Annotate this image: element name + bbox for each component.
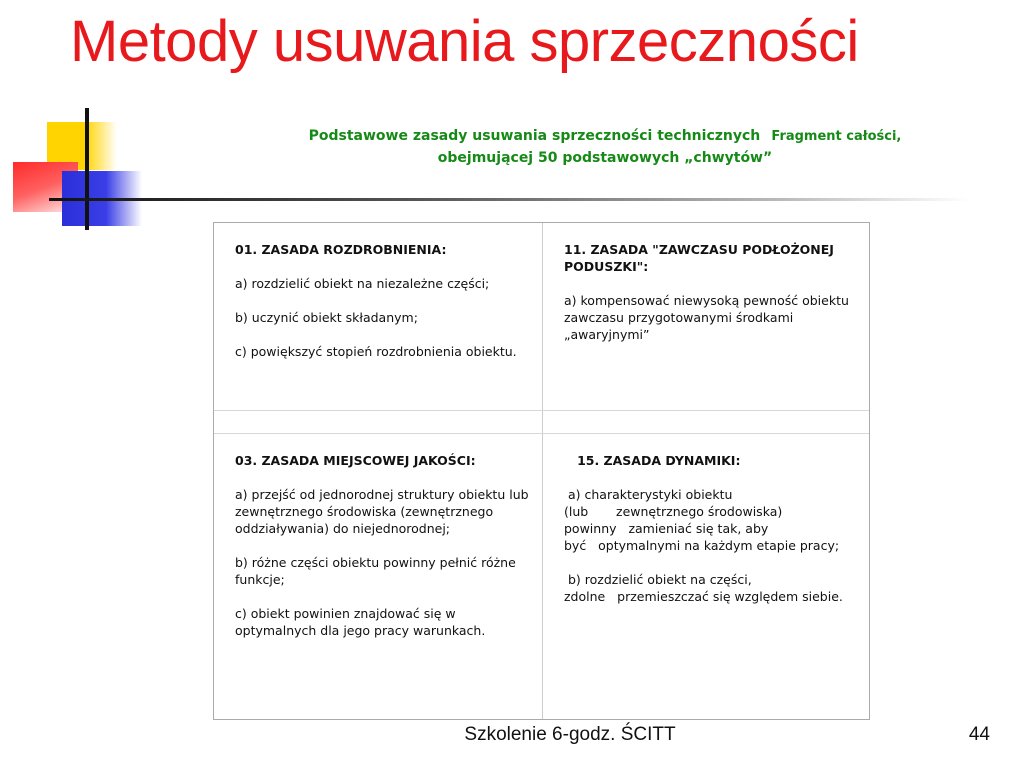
principles-table [213,222,870,720]
subtitle-fragment: Fragment całości, [771,129,902,144]
slide-subtitle [220,125,990,168]
principle-heading: 15. ZASADA DYNAMIKI: [564,453,741,468]
horizontal-rule [49,198,969,201]
table-cell-principle-01 [235,241,525,377]
table-cell-principle-15 [564,452,864,622]
row-divider [214,433,869,434]
slide-footer: Szkolenie 6-godz. ŚCITT [464,724,676,745]
column-divider [542,223,543,719]
principle-item: a) charakterystyki obiektu (lub zewnętrznego środowiska) powinny zamieniać się tak, aby być optymalnymi na każdym etapie pracy; [564,487,840,553]
page-number: 44 [968,724,990,745]
decorative-logo [0,105,160,230]
principle-item: c) powiększyć stopień rozdrobnienia obiektu. [235,344,517,359]
principle-heading: 11. ZASADA "ZAWCZASU PODŁOŻONEJ PODUSZKI": [564,242,839,274]
principle-heading: 01. ZASADA ROZDROBNIENIA: [235,242,447,257]
principle-heading: 03. ZASADA MIEJSCOWEJ JAKOŚCI: [235,453,476,468]
subtitle-main: Podstawowe zasady usuwania sprzeczności technicznych [308,128,761,144]
row-divider [214,410,869,411]
principle-item: a) rozdzielić obiekt na niezależne części; [235,276,490,291]
principle-item: a) przejść od jednorodnej struktury obiektu lub zewnętrznego środowiska (zewnętrznego oddziaływania) do niejednorodnej; [235,487,533,536]
table-cell-principle-11 [564,241,854,360]
slide-title: Metody usuwania sprzeczności [70,9,859,74]
table-cell-principle-03 [235,452,535,656]
subtitle-line2: obejmującej 50 podstawowych „chwytów” [437,150,773,166]
vertical-line-decoration [85,108,89,230]
principle-item: b) rozdzielić obiekt na części, zdolne przemieszczać się względem siebie. [564,572,843,604]
principle-item: b) różne części obiektu powinny pełnić różne funkcje; [235,555,520,587]
principle-item: c) obiekt powinien znajdować się w optymalnych dla jego pracy warunkach. [235,606,486,638]
principle-item: a) kompensować niewysoką pewność obiektu zawczasu przygotowanymi środkami „awaryjnymi” [564,293,853,342]
principle-item: b) uczynić obiekt składanym; [235,310,418,325]
